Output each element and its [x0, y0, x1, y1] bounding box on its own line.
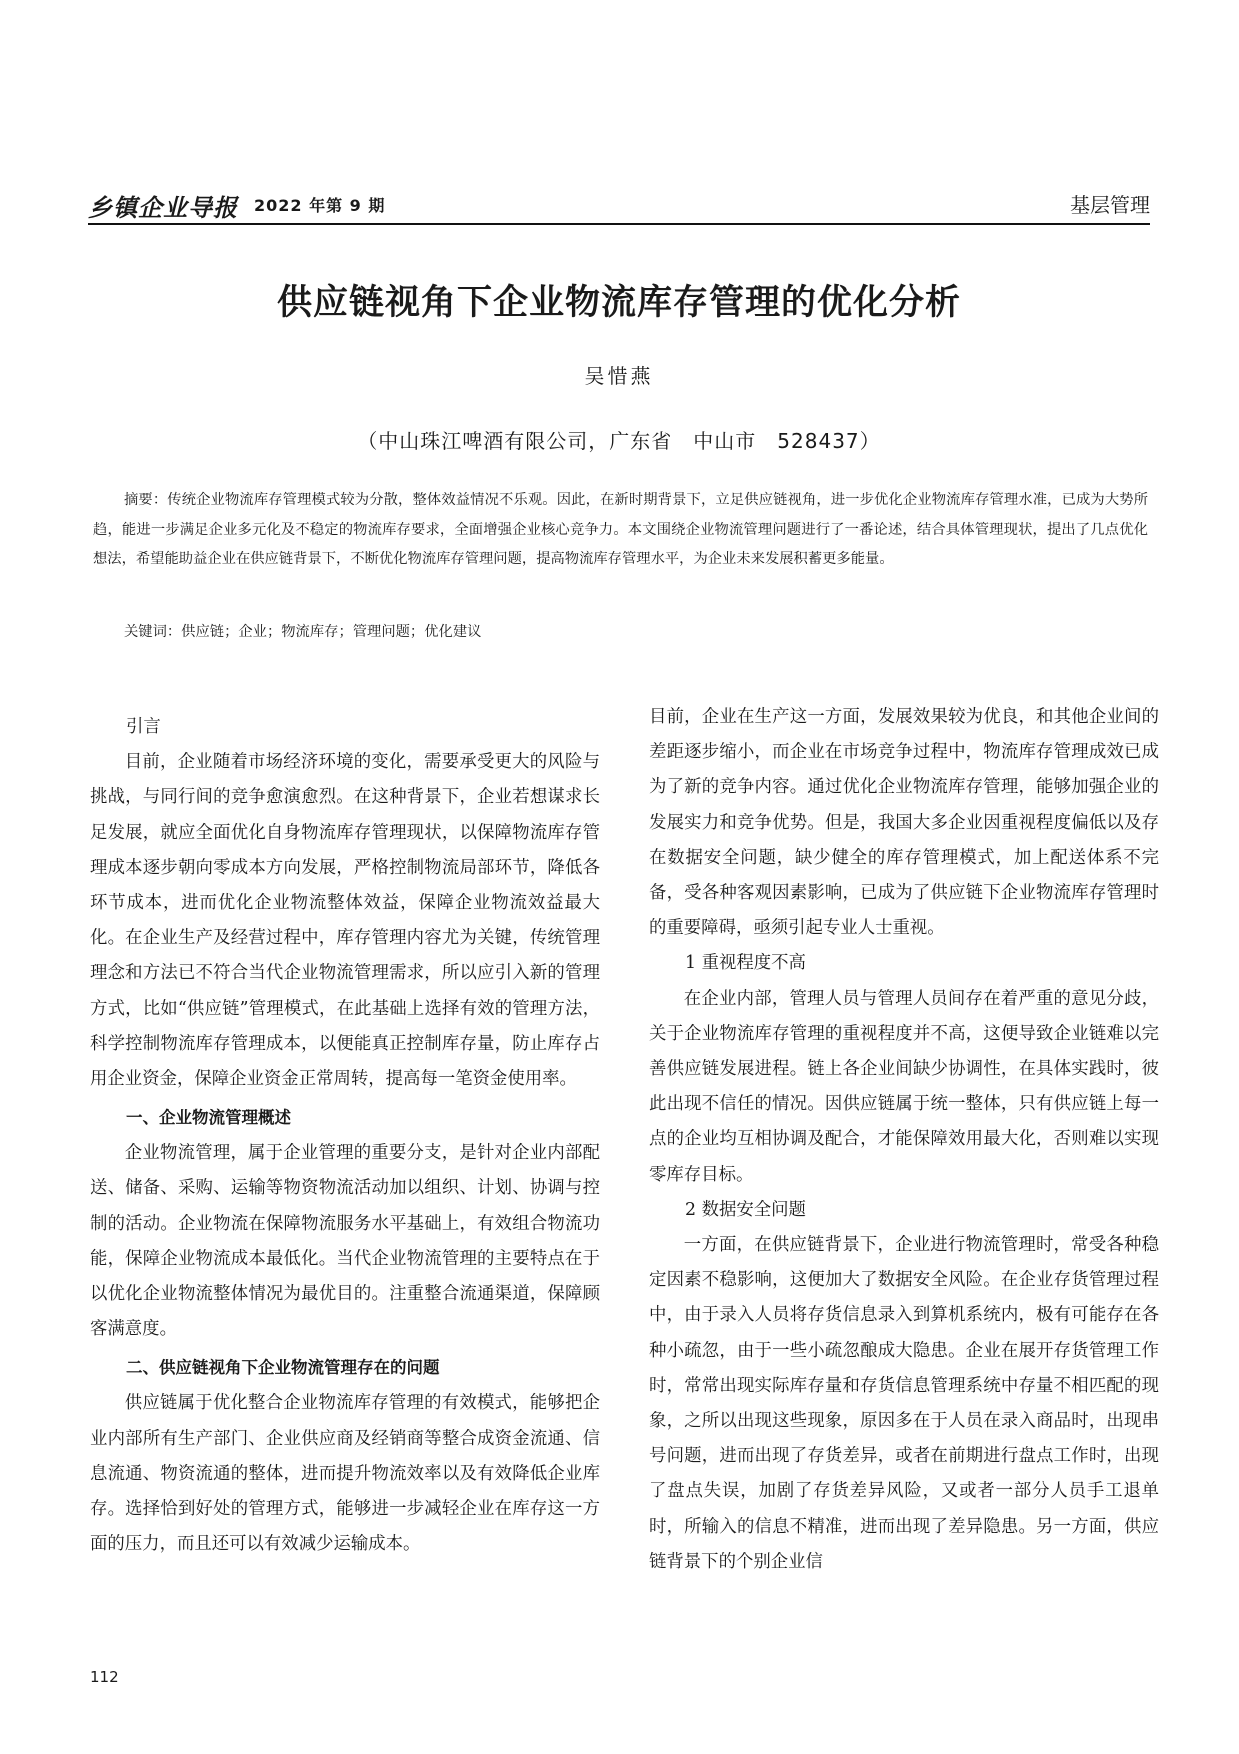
section-label: 基层管理 [1070, 193, 1150, 217]
author-affiliation: （中山珠江啤酒有限公司，广东省 中山市 528437） [357, 429, 881, 453]
section-1-paragraph: 企业物流管理，属于企业管理的重要分支，是针对企业内部配送、储备、采购、运输等物资物流活动加以组织、计划、协调与控制的活动。企业物流在保障物流服务水平基础上，有效组合物流功能，保障企业物流成本最低化。当代企业物流管理的主要特点在于以优化企业物流整体情况为最优目的。注重整合流通渠道，保障顾客满意度。 [90, 1143, 600, 1340]
section-1-heading: 一、企业物流管理概述 [126, 1108, 291, 1128]
intro-heading: 引言 [126, 717, 161, 737]
article-author: 吴惜燕 [584, 364, 654, 388]
section-2-continued-paragraph: 目前，企业在生产这一方面，发展效果较为优良，和其他企业间的差距逐步缩小，而企业在市场竞争过程中，物流库存管理成效已成为了新的竞争内容。通过优化企业物流库存管理，能够加强企业的发展实力和竞争优势。但是，我国大多企业因重视程度偏低以及存在数据安全问题，缺少健全的库存管理模式，加上配送体系不完备，受各种客观因素影响，已成为了供应链下企业物流库存管理时的重要障碍，亟须引起专业人士重视。 [649, 707, 1159, 939]
intro-paragraph: 目前，企业随着市场经济环境的变化，需要承受更大的风险与挑战，与同行间的竞争愈演愈烈。在这种背景下，企业若想谋求长足发展，就应全面优化自身物流库存管理现状，以保障物流库存管理成本逐步朝向零成本方向发展，严格控制物流局部环节，降低各环节成本，进而优化企业物流整体效益，保障企业物流效益最大化。在企业生产及经营过程中，库存管理内容尤为关键，传统管理理念和方法已不符合当代企业物流管理需求，所以应引入新的管理方式，比如“供应链”管理模式，在此基础上选择有效的管理方法，科学控制物流库存管理成本，以便能真正控制库存量，防止库存占用企业资金，保障企业资金正常周转，提高每一笔资金使用率。 [90, 752, 600, 1090]
article-title: 供应链视角下企业物流库存管理的优化分析 [276, 283, 961, 323]
subsection-2-paragraph: 一方面，在供应链背景下，企业进行物流管理时，常受各种稳定因素不稳影响，这便加大了数据安全风险。在企业存货管理过程中，由于录入人员将存货信息录入到算机系统内，极有可能存在各种小疏忽，由于一些小疏忽酿成大隐患。企业在展开存货管理工作时，常常出现实际库存量和存货信息管理系统中存量不相匹配的现象，之所以出现这些现象，原因多在于人员在录入商品时，出现串号问题，进而出现了存货差异，或者在前期进行盘点工作时，出现了盘点失误，加剧了存货差异风险，又或者一部分人员手工退单时，所输入的信息不精准，进而出现了差异隐患。另一方面，供应链背景下的个别企业信 [649, 1235, 1159, 1572]
journal-name: 乡镇企业导报 [88, 194, 238, 222]
page-number: 112 [90, 1668, 119, 1686]
subsection-1-heading: 1 重视程度不高 [685, 953, 806, 974]
journal-issue: 2022 年第 9 期 [254, 196, 386, 215]
subsection-1-paragraph: 在企业内部，管理人员与管理人员间存在着严重的意见分歧，关于企业物流库存管理的重视程度并不高，这便导致企业链难以完善供应链发展进程。链上各企业间缺少协调性，在具体实践时，彼此出现不信任的情况。因供应链属于统一整体，只有供应链上每一点的企业均互相协调及配合，才能保障效用最大化，否则难以实现零库存目标。 [649, 988, 1159, 1185]
abstract-text: 摘要：传统企业物流库存管理模式较为分散，整体效益情况不乐观。因此，在新时期背景下，立足供应链视角，进一步优化企业物流库存管理水准，已成为大势所趋，能进一步满足企业多元化及不稳定的物流库存要求，全面增强企业核心竞争力。本文围绕企业物流管理问题进行了一番论述，结合具体管理现状，提出了几点优化想法，希望能助益企业在供应链背景下，不断优化物流库存管理问题，提高物流库存管理水平，为企业未来发展积蓄更多能量。 [93, 492, 1148, 568]
header-divider [88, 223, 1150, 225]
subsection-2-heading: 2 数据安全问题 [685, 1199, 806, 1220]
body-column-right [649, 700, 1159, 1580]
abstract [93, 486, 1148, 575]
section-2-paragraph: 供应链属于优化整合企业物流库存管理的有效模式，能够把企业内部所有生产部门、企业供应商及经销商等整合成资金流通、信息流通、物资流通的整体，进而提升物流效率以及有效降低企业库存。选择恰到好处的管理方式，能够进一步减轻企业在库存这一方面的压力，而且还可以有效减少运输成本。 [90, 1393, 600, 1555]
body-column-left [90, 710, 600, 1562]
section-2-heading: 二、供应链视角下企业物流管理存在的问题 [126, 1358, 440, 1378]
keywords: 关键词：供应链；企业；物流库存；管理问题；优化建议 [124, 624, 482, 640]
running-header [88, 188, 1150, 226]
